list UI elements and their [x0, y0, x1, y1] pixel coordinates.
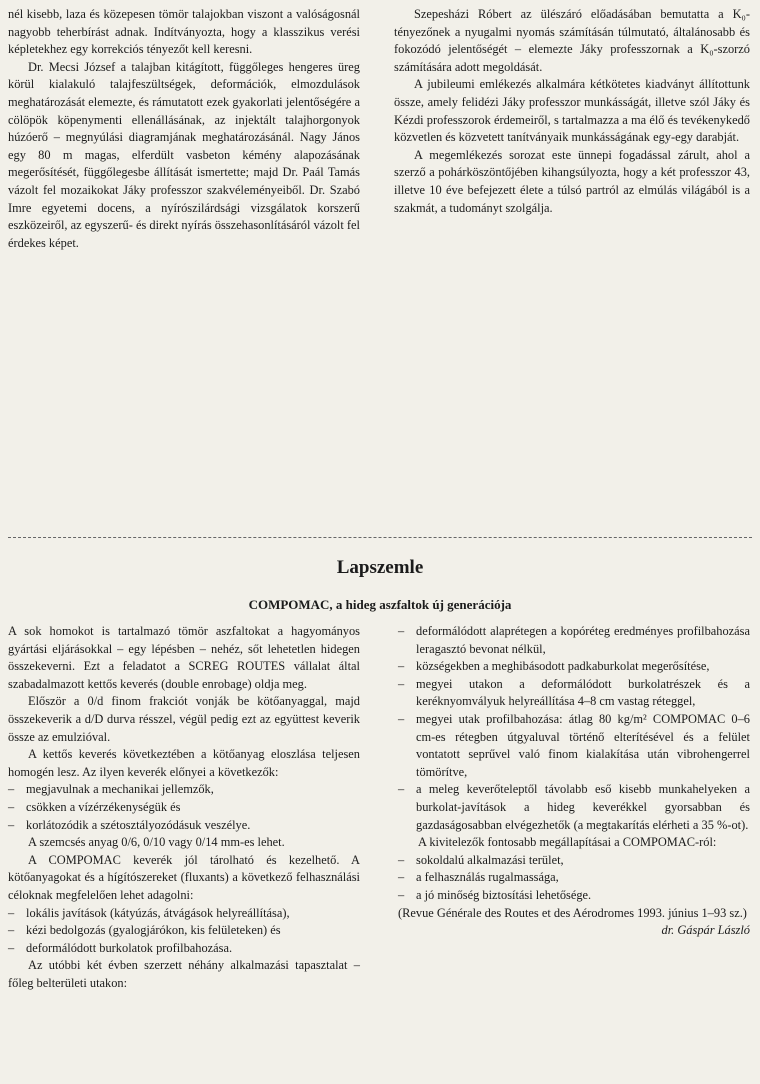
list-item: – a jó minőség biztosítási lehetősége. — [398, 887, 750, 905]
top-right-column — [394, 6, 750, 217]
list-item: – csökken a vízérzékenységük és — [8, 799, 360, 817]
bullet-dash: – — [398, 676, 405, 691]
top-left-column — [8, 6, 360, 252]
paragraph: A kettős keverés következtében a kötőanyag eloszlása teljesen homogén lesz. Az ilyen keverék előnyei a következők: — [8, 747, 360, 779]
bullet-dash: – — [398, 887, 405, 902]
bullet-dash: – — [8, 782, 15, 797]
bullet-dash: – — [8, 940, 15, 955]
paragraph: A COMPOMAC keverék jól tárolható és kezelhető. A kötőanyagokat és a hígítószereket (fluxants) a következő felhasználási céloknak megfelelően lehet adagolni: — [8, 852, 360, 902]
paragraph: A megemlékezés sorozat este ünnepi fogadással zárult, ahol a szerző a pohárköszöntőjében kihangsúlyozta, hogy a két professzor 43, illetve 10 éve befejezett élete a túlsó partról az elmúlás világából is a szakmát, a tudományt szolgálja. — [394, 147, 750, 215]
author-signature: dr. Gáspár László — [661, 923, 750, 938]
paragraph: A kivitelezők fontosabb megállapításai a COMPOMAC-ról: — [418, 835, 717, 850]
article-right-column — [398, 623, 750, 940]
list-item: – megyei utak profilbahozása: átlag 80 kg/m² COMPOMAC 0–6 cm-es rétegben útgyaluval történő elterítésével és a felület vontatott seprűvel való finom kialakítása után vibrohengerrel tömörítve, — [398, 711, 750, 781]
paragraph: nél kisebb, laza és közepesen tömör talajokban viszont a valóságosnál nagyobb teherbírást adnak. Indítványozta, hogy a klasszikus verési képletekhez egy korrekciós tényezőt kell keresni. — [8, 7, 360, 57]
bullet-dash: – — [8, 923, 15, 938]
list-item: – sokoldalú alkalmazási terület, — [398, 852, 750, 870]
source-citation: (Revue Générale des Routes et des Aérodromes 1993. június 1–93 sz.) — [398, 905, 747, 920]
bullet-dash: – — [398, 711, 405, 726]
bullet-dash: – — [8, 799, 15, 814]
list-item: – korlátozódik a szétosztályozódásuk veszélye. — [8, 817, 360, 835]
paragraph: Szepesházi Róbert az ülészáró előadásában bemutatta a K₀-tényezőnek a nyugalmi nyomás számításán túlmutató, általánosabb és fokozódó jelentőségét – elemezte Jáky professzornak a K₀-szorzó számítására adott megoldását. — [394, 7, 750, 74]
list-item: – megyei utakon a deformálódott burkolatrészek és a keréknyomvályuk helyreállítása 4–8 cm vastag réteggel, — [398, 676, 750, 711]
article-left-column — [8, 623, 360, 992]
list-item: – megjavulnak a mechanikai jellemzők, — [8, 781, 360, 799]
bullet-dash: – — [8, 905, 15, 920]
list-item: – deformálódott burkolatok profilbahozása. — [8, 940, 360, 958]
paragraph: A sok homokot is tartalmazó tömör aszfaltokat a hagyományos gyártási eljárásokkal – egy lépésben – nehéz, sőt lehetetlen hidegen összekeverni. Ezt a feladatot a SCREG ROUTES vállalat által szabadalmazott kettős keverés (double enrobage) oldja meg. — [8, 624, 360, 691]
bullet-dash: – — [398, 782, 405, 797]
paragraph: Dr. Mecsi József a talajban kitágított, függőleges hengeres üreg körül kialakuló talajfeszültségek, deformációk, elmozdulások meghatározását elemezte, és rámutatott ezek gyakorlati jelentőségére a cölöpök köpenymenti ellenállásának, az injektált talajhorgonyok húzóerő – megnyúlási diagramjának meghatározásánál. Nagy János egy 80 m magas, elferdült vasbeton kémény alapozásának megerősítését, függőlegesbe állítását ismertette; majd Dr. Paál Tamás vázolt fel mozaikokat Jáky professzor szakvéleményeiből. Dr. Szabó Imre egyetemi docens, a nyírószilárdsági vizsgálatok korszerű eszközeiről, az egyszerű- és direkt nyírás összehasonlításáról vázolt fel érdekes képet. — [8, 59, 360, 250]
list-item: – községekben a meghibásodott padkaburkolat megerősítése, — [398, 658, 750, 676]
paragraph: A szemcsés anyag 0/6, 0/10 vagy 0/14 mm-es lehet. — [28, 835, 285, 850]
bullet-dash: – — [398, 852, 405, 867]
bullet-dash: – — [398, 659, 405, 674]
paragraph: Először a 0/d finom frakciót vonják be kötőanyaggal, majd összekeverik a d/D durva résszel, végül pedig ezt az együttest keverik össze az emulzióval. — [8, 694, 360, 744]
paragraph: A jubileumi emlékezés alkalmára kétkötetes kiadványt állítottunk össze, amely felidézi Jáky professzor munkásságát, illetve szól Jáky és Kézdi professzorok érdemeiről, s tartalmazza a ma élő és tevékenykedő közvetlen és közvetett tanítványaik munkásságának egy-egy darabját. — [394, 77, 750, 145]
bullet-dash: – — [398, 624, 405, 638]
article-title: COMPOMAC, a hideg aszfaltok új generációja — [248, 597, 512, 612]
list-item: – deformálódott alaprétegen a kopóréteg eredményes profilbahozása leragasztó bevonat nélkül, — [398, 623, 750, 658]
list-item: – a meleg keverőteleptől távolabb eső kisebb munkahelyeken a burkolat-javítások a hideg keverékkel gyorsabban és gazdaságosabban elvégezhetők (a megtakarítás elérheti a 35 %-ot). — [398, 781, 750, 834]
bullet-dash: – — [8, 817, 15, 832]
list-item: – a felhasználás rugalmassága, — [398, 869, 750, 887]
section-divider — [8, 537, 752, 538]
list-item: – lokális javítások (kátyúzás, átvágások helyreállítása), — [8, 905, 360, 923]
section-title: Lapszemle — [336, 557, 424, 578]
bullet-dash: – — [398, 870, 405, 885]
list-item: – kézi bedolgozás (gyalogjárókon, kis felületeken) és — [8, 922, 360, 940]
paragraph: Az utóbbi két évben szerzett néhány alkalmazási tapasztalat – főleg belterületi utakon: — [8, 958, 360, 990]
